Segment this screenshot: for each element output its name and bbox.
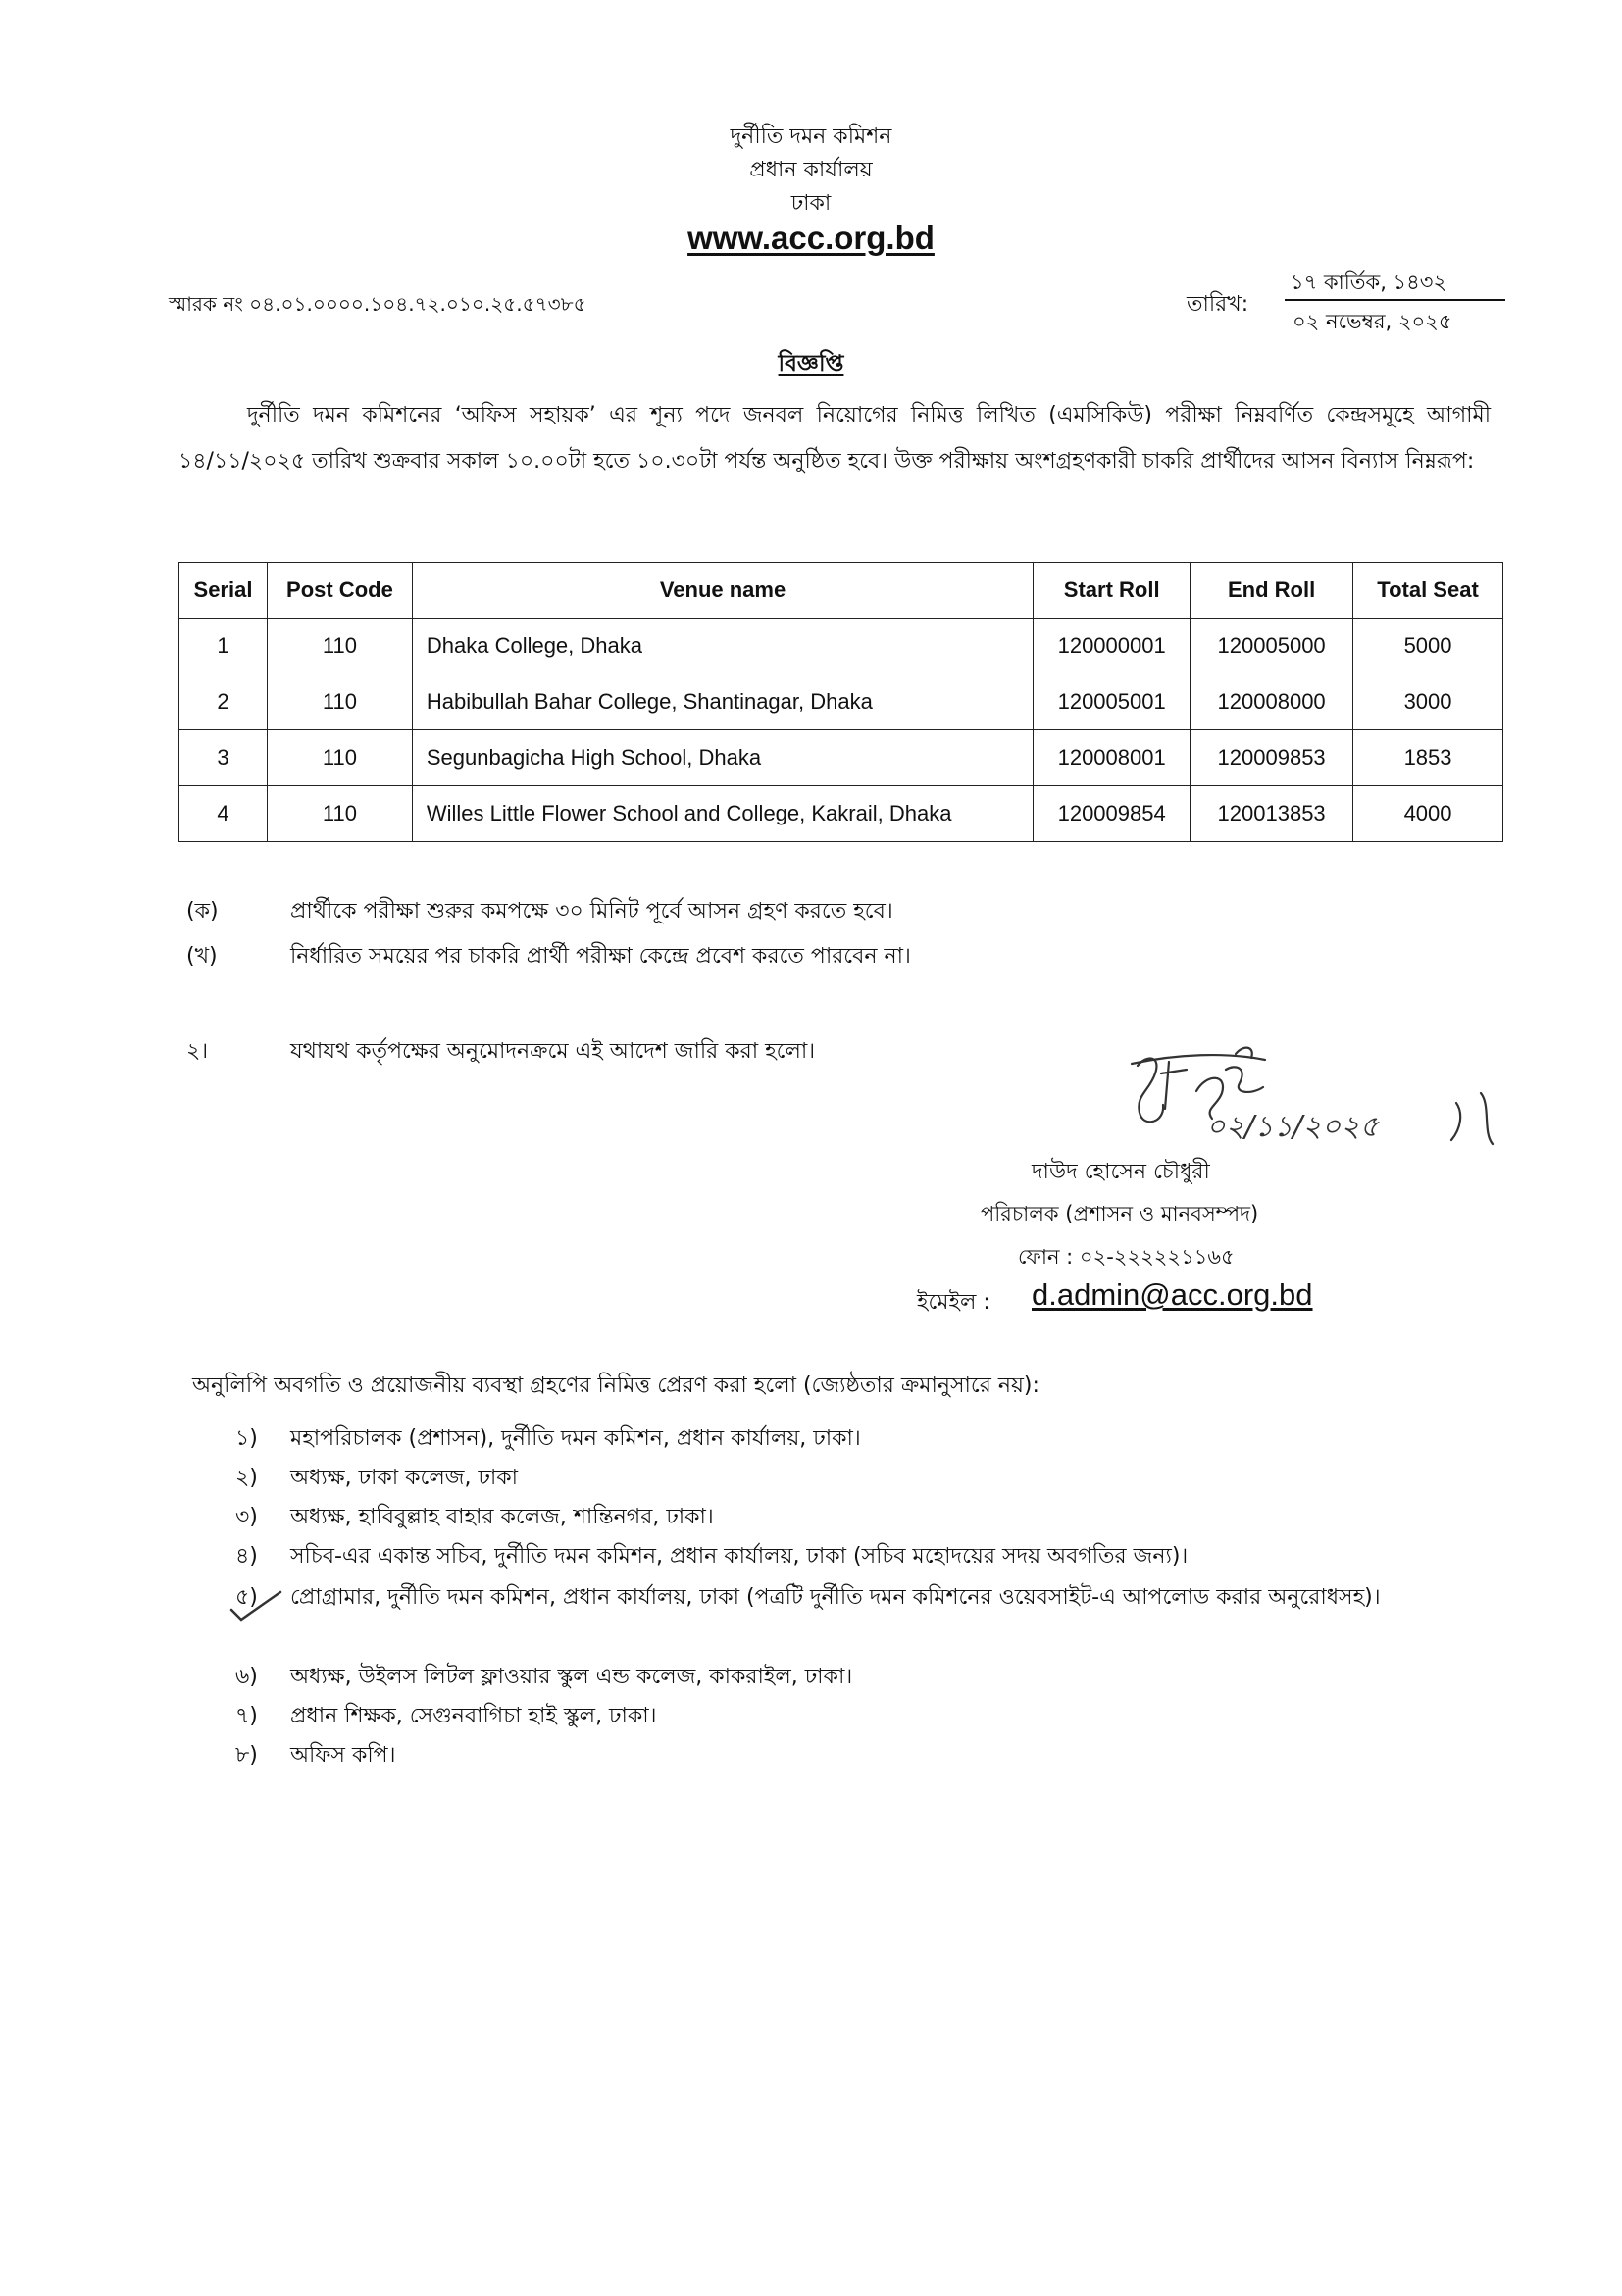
note-marker: (ক) [186,899,219,923]
date-english: ০২ নভেম্বর, ২০২৫ [1293,310,1452,333]
header-post-code: Post Code [267,563,412,619]
table-row [179,786,1503,842]
cell-start-roll: 120000001 [1034,619,1191,674]
cell-serial: 1 [179,619,268,674]
cell-serial: 2 [179,674,268,730]
table-row [179,674,1503,730]
handwritten-signature [1118,1034,1530,1162]
cell-total-seat: 4000 [1353,786,1503,842]
city-name: ঢাকা [790,191,832,216]
table-row [179,619,1503,674]
table-header-row [179,563,1503,619]
copy-item: সচিব-এর একান্ত সচিব, দুর্নীতি দমন কমিশন, প্রধান কার্যালয়, ঢাকা (সচিব মহোদয়ের সদয় অবগতির জন্য)। [290,1544,1189,1569]
cell-total-seat: 1853 [1353,730,1503,786]
cell-end-roll: 120005000 [1191,619,1353,674]
note-marker: ২। [186,1039,209,1064]
copy-item: অধ্যক্ষ, উইলস লিটল ফ্লাওয়ার স্কুল এন্ড কলেজ, কাকরাইল, ঢাকা। [290,1665,853,1689]
copy-item: প্রোগ্রামার, দুর্নীতি দমন কমিশন, প্রধান কার্যালয়, ঢাকা (পত্রটি দুর্নীতি দমন কমিশনের ওয়েবসাইট-এ আপলোড করার অনুরোধসহ)। [290,1585,1381,1610]
memo-reference: স্মারক নং ০৪.০১.০০০০.১০৪.৭২.০১০.২৫.৫৭৩৮৫ [169,292,586,316]
cell-start-roll: 120008001 [1034,730,1191,786]
note-text: প্রার্থীকে পরীক্ষা শুরুর কমপক্ষে ৩০ মিনিট পূর্বে আসন গ্রহণ করতে হবে। [290,899,893,923]
office-name: প্রধান কার্যালয় [749,158,873,182]
seat-plan-table [178,562,1503,842]
cell-post-code: 110 [267,674,412,730]
cell-total-seat: 5000 [1353,619,1503,674]
signatory-phone: ফোন : ০২-২২২২২১১৬৫ [1018,1245,1235,1269]
copy-item: অফিস কপি। [290,1743,396,1768]
notice-paragraph: দুর্নীতি দমন কমিশনের ‘অফিস সহায়ক’ এর শূন্য পদে জনবল নিয়োগের নিমিত্ত লিখিত (এমসিকিউ) পরীক্ষা নিম্নবর্ণিত কেন্দ্রসমূহে আগামী ১৪/১১/২০২৫ তারিখ শুক্রবার সকাল ১০.০০টা হতে ১০.৩০টা পর্যন্ত অনুষ্ঠিত হবে। উক্ত পরীক্ষায় অংশগ্রহণকারী চাকরি প্রার্থীদের আসন বিন্যাস নিম্নরূপ: [178,403,1491,474]
copy-number: ৫) [235,1585,258,1610]
copy-number: ৮) [235,1743,258,1768]
email-link[interactable]: d.admin@acc.org.bd [1032,1277,1313,1312]
note-text: যথাযথ কর্তৃপক্ষের অনুমোদনক্রমে এই আদেশ জারি করা হলো। [290,1039,816,1064]
header-venue-name: Venue name [412,563,1033,619]
cell-post-code: 110 [267,619,412,674]
copy-number: ৭) [235,1704,258,1728]
cell-total-seat: 3000 [1353,674,1503,730]
cell-venue: Willes Little Flower School and College, Kakrail, Dhaka [412,786,1033,842]
copy-number: ৩) [235,1505,258,1529]
cell-start-roll: 120005001 [1034,674,1191,730]
header-end-roll: End Roll [1191,563,1353,619]
copy-item: অধ্যক্ষ, ঢাকা কলেজ, ঢাকা [290,1466,519,1490]
cell-end-roll: 120008000 [1191,674,1353,730]
cell-venue: Segunbagicha High School, Dhaka [412,730,1033,786]
date-label: তারিখ: [1187,292,1249,317]
cell-end-roll: 120013853 [1191,786,1353,842]
cell-post-code: 110 [267,786,412,842]
header-total-seat: Total Seat [1353,563,1503,619]
signatory-designation: পরিচালক (প্রশাসন ও মানবসম্পদ) [981,1202,1259,1225]
copy-number: ৬) [235,1665,258,1689]
table-row [179,730,1503,786]
cell-venue: Habibullah Bahar College, Shantinagar, Dhaka [412,674,1033,730]
cell-serial: 3 [179,730,268,786]
copy-item: অধ্যক্ষ, হাবিবুল্লাহ বাহার কলেজ, শান্তিনগর, ঢাকা। [290,1505,714,1529]
cell-start-roll: 120009854 [1034,786,1191,842]
org-name: দুর্নীতি দমন কমিশন [730,125,892,149]
website-link[interactable]: www.acc.org.bd [687,220,935,256]
notice-title-wrap [0,345,1622,383]
header-serial: Serial [179,563,268,619]
cell-serial: 4 [179,786,268,842]
copy-intro: অনুলিপি অবগতি ও প্রয়োজনীয় ব্যবস্থা গ্রহণের নিমিত্ত প্রেরণ করা হলো (জ্যেষ্ঠতার ক্রমানুসারে নয়): [192,1373,1039,1398]
signatory-name: দাউদ হোসেন চৌধুরী [1032,1160,1210,1184]
note-text: নির্ধারিত সময়ের পর চাকরি প্রার্থী পরীক্ষা কেন্দ্রে প্রবেশ করতে পারবেন না। [290,944,911,969]
cell-end-roll: 120009853 [1191,730,1353,786]
email-label: ইমেইল : [917,1290,990,1315]
copy-number: ২) [235,1466,258,1490]
copy-item: প্রধান শিক্ষক, সেগুনবাগিচা হাই স্কুল, ঢাকা। [290,1704,657,1728]
copy-number: ১) [235,1426,258,1451]
cell-venue: Dhaka College, Dhaka [412,619,1033,674]
copy-number: ৪) [235,1544,258,1569]
signature-date: ০২/১১/২০২৫ [1206,1110,1380,1144]
website-heading [0,220,1622,257]
date-bangla: ১৭ কার্তিক, ১৪৩২ [1291,271,1447,294]
cell-post-code: 110 [267,730,412,786]
note-marker: (খ) [186,944,218,969]
copy-item: মহাপরিচালক (প্রশাসন), দুর্নীতি দমন কমিশন, প্রধান কার্যালয়, ঢাকা। [290,1426,861,1451]
notice-title: বিজ্ঞপ্তি [778,351,844,376]
header-start-roll: Start Roll [1034,563,1191,619]
date-divider [1285,299,1505,301]
